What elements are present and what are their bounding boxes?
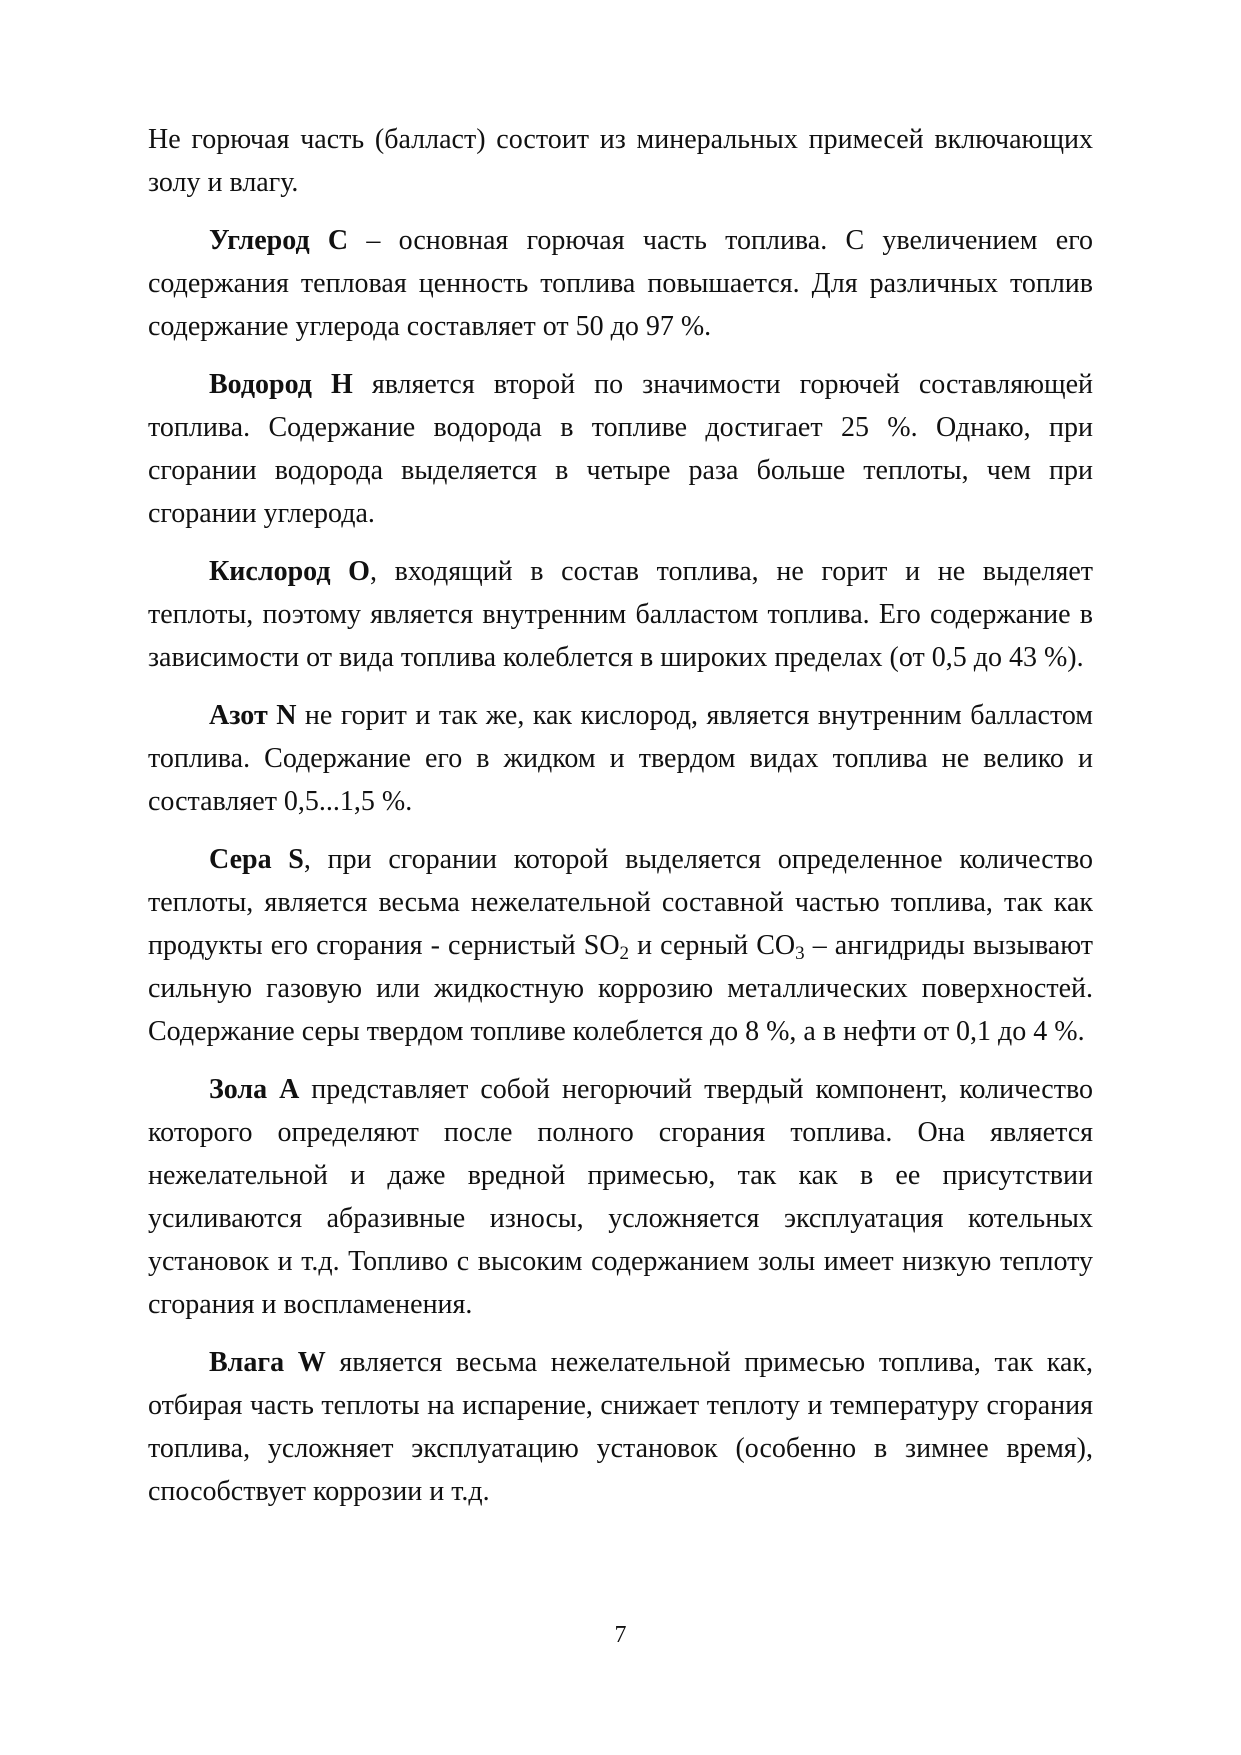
page-number: 7 [614, 1622, 627, 1648]
term-moisture: Влага W [209, 1347, 326, 1378]
paragraph-text: Не горючая часть (балласт) состоит из минеральных примесей включающих золу и влагу. [148, 124, 1093, 198]
paragraph-text: не горит и так же, как кислород, является внутренним балластом топлива. Содержание его в жидком и твердом видах топлива не велико и составляет 0,5...1,5 %. [148, 700, 1094, 817]
paragraph-ash [148, 1068, 1093, 1326]
term-hydrogen: Водород Н [209, 369, 353, 400]
subscript: 3 [795, 943, 805, 964]
paragraph-carbon [148, 219, 1093, 348]
paragraph-nitrogen [148, 694, 1093, 823]
term-carbon: Углерод С [209, 225, 349, 256]
page-body [148, 118, 1093, 1528]
paragraph-text: представляет собой негорючий твердый компонент, количество которого определяют после полного сгорания топлива. Она является нежелательной и даже вредной примесью, так как в ее присутствии усиливаются абразивные износы, усложняется эксплуатация котельных установок и т.д. Топливо с высоким содержанием золы имеет низкую теплоту сгорания и воспламенения. [148, 1074, 1094, 1320]
paragraph-text: является весьма нежелательной примесью топлива, так как, отбирая часть теплоты на испарение, снижает теплоту и температуру сгорания топлива, усложняет эксплуатацию установок (особенно в зимнее время), способствует коррозии и т.д. [148, 1347, 1093, 1507]
subscript: 2 [619, 943, 630, 964]
paragraph-moisture [148, 1341, 1093, 1513]
paragraph-ballast [148, 118, 1093, 204]
paragraph-text: , входящий в состав топлива, не горит и не выделяет теплоты, поэтому является внутренним балластом топлива. Его содержание в зависимости от вида топлива колеблется в широких пределах (от 0,5 до 43 %). [148, 556, 1094, 673]
paragraph-hydrogen [148, 363, 1093, 535]
paragraph-text: – основная горючая часть топлива. С увеличением его содержания тепловая ценность топлива повышается. Для различных топлив содержание углерода составляет от 50 до 97 %. [148, 225, 1093, 342]
paragraph-oxygen [148, 550, 1093, 679]
paragraph-text: – ангидриды вызывают сильную газовую или жидкостную коррозию металлических поверхностей. Содержание серы твердом топливе колеблется до 8 %, а в нефти от 0,1 до 4 %. [148, 930, 1094, 1047]
term-oxygen: Кислород О [209, 556, 370, 587]
paragraph-sulfur [148, 838, 1093, 1053]
term-ash: Зола А [209, 1074, 300, 1105]
term-nitrogen: Азот N [209, 700, 297, 731]
term-sulfur: Сера S [209, 844, 304, 875]
paragraph-text: и серный CO [629, 930, 796, 961]
paragraph-text: является второй по значимости горючей составляющей топлива. Содержание водорода в топливе достигает 25 %. Однако, при сгорании водорода выделяется в четыре раза больше теплоты, чем при сгорании углерода. [148, 369, 1093, 529]
paragraph-text: , при сгорании которой выделяется определенное количество теплоты, является весьма нежелательной составной частью топлива, так как продукты его сгорания - сернистый SO [148, 844, 1094, 961]
